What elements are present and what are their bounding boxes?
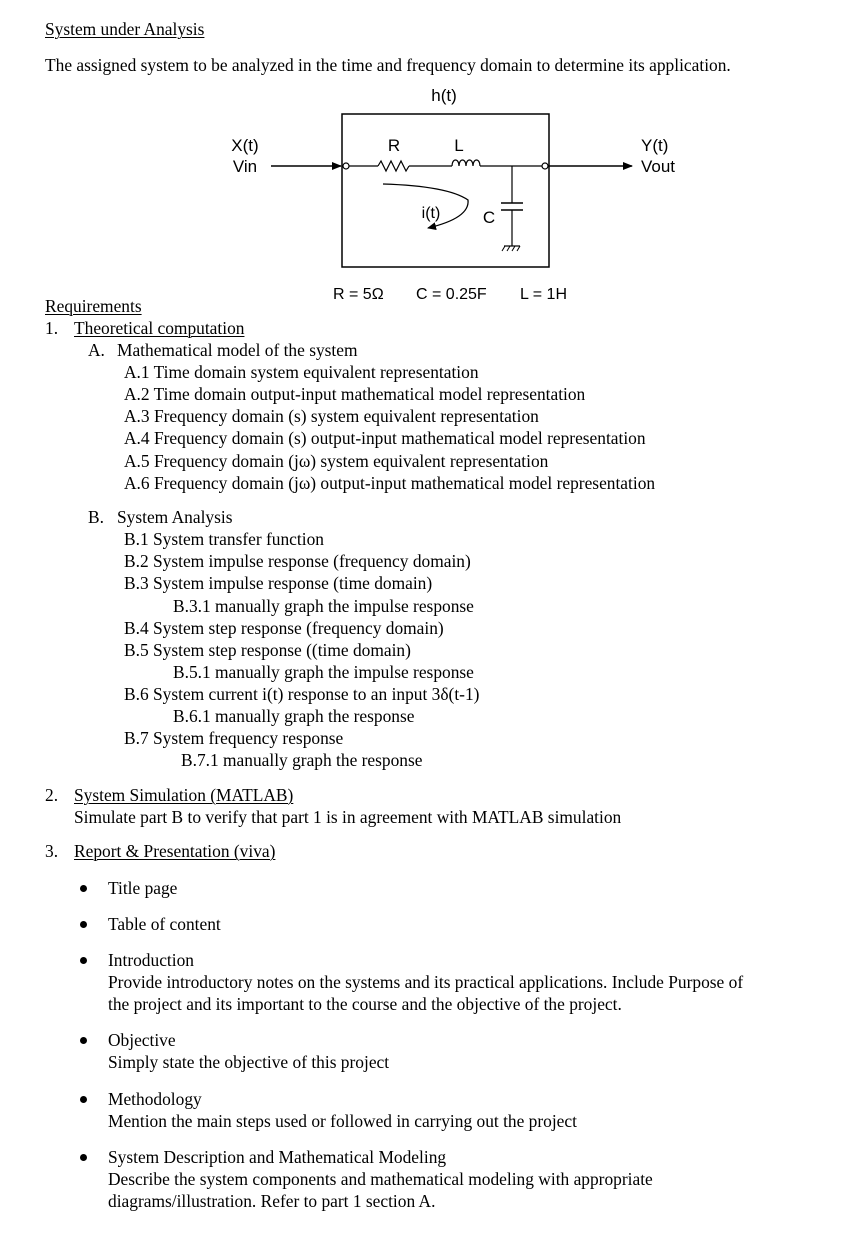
resistor-label: R	[387, 136, 401, 155]
list-subitem: B.3.1 manually graph the impulse response	[173, 596, 474, 616]
section-2-number: 2.	[45, 785, 59, 805]
resistor-symbol	[378, 161, 409, 171]
bullet-description: Provide introductory notes on the systems and its practical applications. Include Purpose of	[108, 972, 744, 992]
bullet-title: Objective	[108, 1030, 176, 1050]
intro-paragraph: The assigned system to be analyzed in the time and frequency domain to determine its application.	[45, 55, 731, 75]
list-item: B.3 System impulse response (time domain)	[124, 573, 433, 593]
input-label-xt: X(t)	[231, 136, 259, 155]
output-terminal	[542, 163, 548, 169]
bullet-description: Mention the main steps used or followed in carrying out the project	[108, 1111, 577, 1131]
bullet	[80, 921, 87, 928]
output-label-yt: Y(t)	[641, 136, 669, 155]
inductor-value: L = 1H	[520, 286, 567, 303]
list-subitem: B.7.1 manually graph the response	[181, 750, 423, 770]
list-item: B.4 System step response (frequency domain)	[124, 618, 444, 638]
list-item: B.2 System impulse response (frequency domain)	[124, 551, 471, 571]
list-item: A.6 Frequency domain (jω) output-input mathematical model representation	[124, 473, 656, 493]
list-item: A.1 Time domain system equivalent representation	[124, 362, 479, 382]
bullet-title: System Description and Mathematical Modeling	[108, 1147, 447, 1167]
list-subitem: B.6.1 manually graph the response	[173, 706, 415, 726]
inductor-symbol	[452, 160, 480, 166]
bullet-title: Methodology	[108, 1089, 202, 1109]
system-label: h(t)	[431, 86, 457, 105]
bullet-title: Title page	[108, 878, 178, 898]
subsection-b-label: B.	[88, 507, 104, 527]
output-label-vout: Vout	[641, 157, 676, 176]
ground-symbol	[502, 246, 505, 251]
bullet	[80, 957, 87, 964]
subsection-a-title: Mathematical model of the system	[117, 340, 358, 360]
inductor-label: L	[454, 136, 464, 155]
section-3-title: Report & Presentation (viva)	[74, 841, 276, 861]
bullet-title: Introduction	[108, 950, 194, 970]
bullet-title: Table of content	[108, 914, 221, 934]
section-1-number: 1.	[45, 318, 59, 338]
bullet-description: diagrams/illustration. Refer to part 1 section A.	[108, 1191, 436, 1211]
ground-symbol	[507, 246, 510, 251]
resistor-value: R = 5Ω	[333, 286, 384, 303]
capacitor-label: C	[482, 208, 496, 227]
list-item: B.6 System current i(t) response to an input 3δ(t-1)	[124, 684, 480, 704]
page-title: System under Analysis	[45, 19, 205, 39]
subsection-a-label: A.	[88, 340, 105, 360]
current-label: i(t)	[421, 205, 441, 222]
bullet-description: Simply state the objective of this project	[108, 1052, 390, 1072]
section-3-number: 3.	[45, 841, 59, 861]
list-item: A.5 Frequency domain (jω) system equivalent representation	[124, 451, 549, 471]
requirements-heading: Requirements	[45, 296, 142, 316]
list-item: A.3 Frequency domain (s) system equivalent representation	[124, 406, 539, 426]
subsection-b-title: System Analysis	[117, 507, 233, 527]
list-item: A.4 Frequency domain (s) output-input mathematical model representation	[124, 428, 646, 448]
list-item: B.5 System step response ((time domain)	[124, 640, 411, 660]
bullet	[80, 1037, 87, 1044]
input-terminal	[343, 163, 349, 169]
section-2-title: System Simulation (MATLAB)	[74, 785, 294, 805]
bullet-description: the project and its important to the course and the objective of the project.	[108, 994, 622, 1014]
section-2-text: Simulate part B to verify that part 1 is in agreement with MATLAB simulation	[74, 807, 622, 827]
bullet	[80, 1154, 87, 1161]
list-item: A.2 Time domain output-input mathematical model representation	[124, 384, 586, 404]
section-1-title: Theoretical computation	[74, 318, 245, 338]
input-label-vin: Vin	[232, 157, 258, 176]
ground-symbol	[512, 246, 515, 251]
list-item: B.7 System frequency response	[124, 728, 344, 748]
circuit-diagram	[0, 0, 857, 310]
capacitor-value: C = 0.25F	[416, 286, 487, 303]
list-item: B.1 System transfer function	[124, 529, 324, 549]
list-subitem: B.5.1 manually graph the impulse response	[173, 662, 474, 682]
bullet	[80, 885, 87, 892]
bullet	[80, 1096, 87, 1103]
ground-symbol	[517, 246, 520, 251]
bullet-description: Describe the system components and mathematical modeling with appropriate	[108, 1169, 653, 1189]
